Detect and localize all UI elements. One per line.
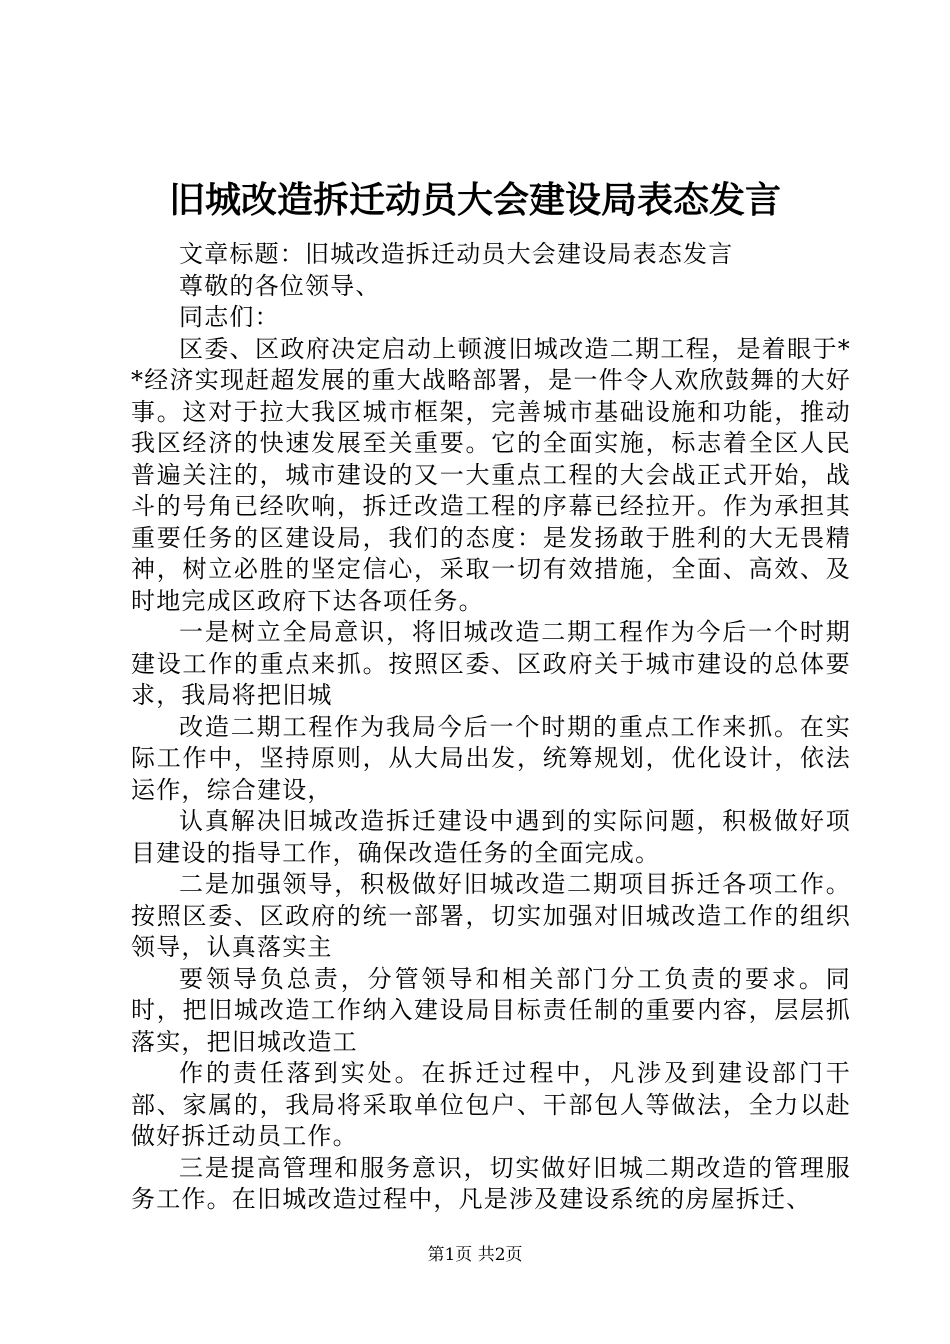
page-number: 第1页 共2页 [427, 1245, 523, 1265]
paragraph-point-one-conclusion: 认真解决旧城改造拆迁建设中遇到的实际问题，积极做好项目建设的指导工作，确保改造任务的全面完成。 [131, 807, 851, 867]
paragraph-article-title: 文章标题：旧城改造拆迁动员大会建设局表态发言 [179, 240, 734, 268]
paragraph-point-two-continued: 要领导负总责，分管领导和相关部门分工负责的要求。同时，把旧城改造工作纳入建设局目标责任制的重要内容，层层抓落实，把旧城改造工 [131, 964, 851, 1056]
paragraph-point-two-conclusion: 作的责任落到实处。在拆迁过程中，凡涉及到建设部门干部、家属的，我局将采取单位包户、干部包人等做法，全力以赴做好拆迁动员工作。 [131, 1059, 851, 1150]
document-title: 旧城改造拆迁动员大会建设局表态发言 [168, 179, 781, 221]
paragraph-point-two: 二是加强领导，积极做好旧城改造二期项目拆迁各项工作。按照区委、区政府的统一部署，切实加强对旧城改造工作的组织领导，认真落实主 [131, 870, 851, 961]
paragraph-point-one: 一是树立全局意识，将旧城改造二期工程作为今后一个时期建设工作的重点来抓。按照区委、区政府关于城市建设的总体要求，我局将把旧城 [131, 618, 851, 709]
paragraph-salutation-comrades: 同志们： [179, 303, 280, 331]
paragraph-introduction: 区委、区政府决定启动上顿渡旧城改造二期工程，是着眼于**经济实现赶超发展的重大战略部署，是一件令人欢欣鼓舞的大好事。这对于拉大我区城市框架，完善城市基础设施和功能，推动我区经济的快速发展至关重要。它的全面实施，标志着全区人民普遍关注的，城市建设的又一大重点工程的大会战正式开始，战斗的号角已经吹响，拆迁改造工程的序幕已经拉开。作为承担其重要任务的区建设局，我们的态度：是发扬敢于胜利的大无畏精神，树立必胜的坚定信心，采取一切有效措施，全面、高效、及时地完成区政府下达各项任务。 [131, 334, 851, 615]
document-body [131, 239, 851, 1216]
paragraph-point-one-continued: 改造二期工程作为我局今后一个时期的重点工作来抓。在实际工作中，坚持原则，从大局出发，统筹规划，优化设计，依法运作，综合建设， [131, 712, 851, 804]
paragraph-point-three: 三是提高管理和服务意识，切实做好旧城二期改造的管理服务工作。在旧城改造过程中，凡是涉及建设系统的房屋拆迁、 [131, 1153, 851, 1213]
paragraph-salutation-leaders: 尊敬的各位领导、 [179, 271, 381, 300]
